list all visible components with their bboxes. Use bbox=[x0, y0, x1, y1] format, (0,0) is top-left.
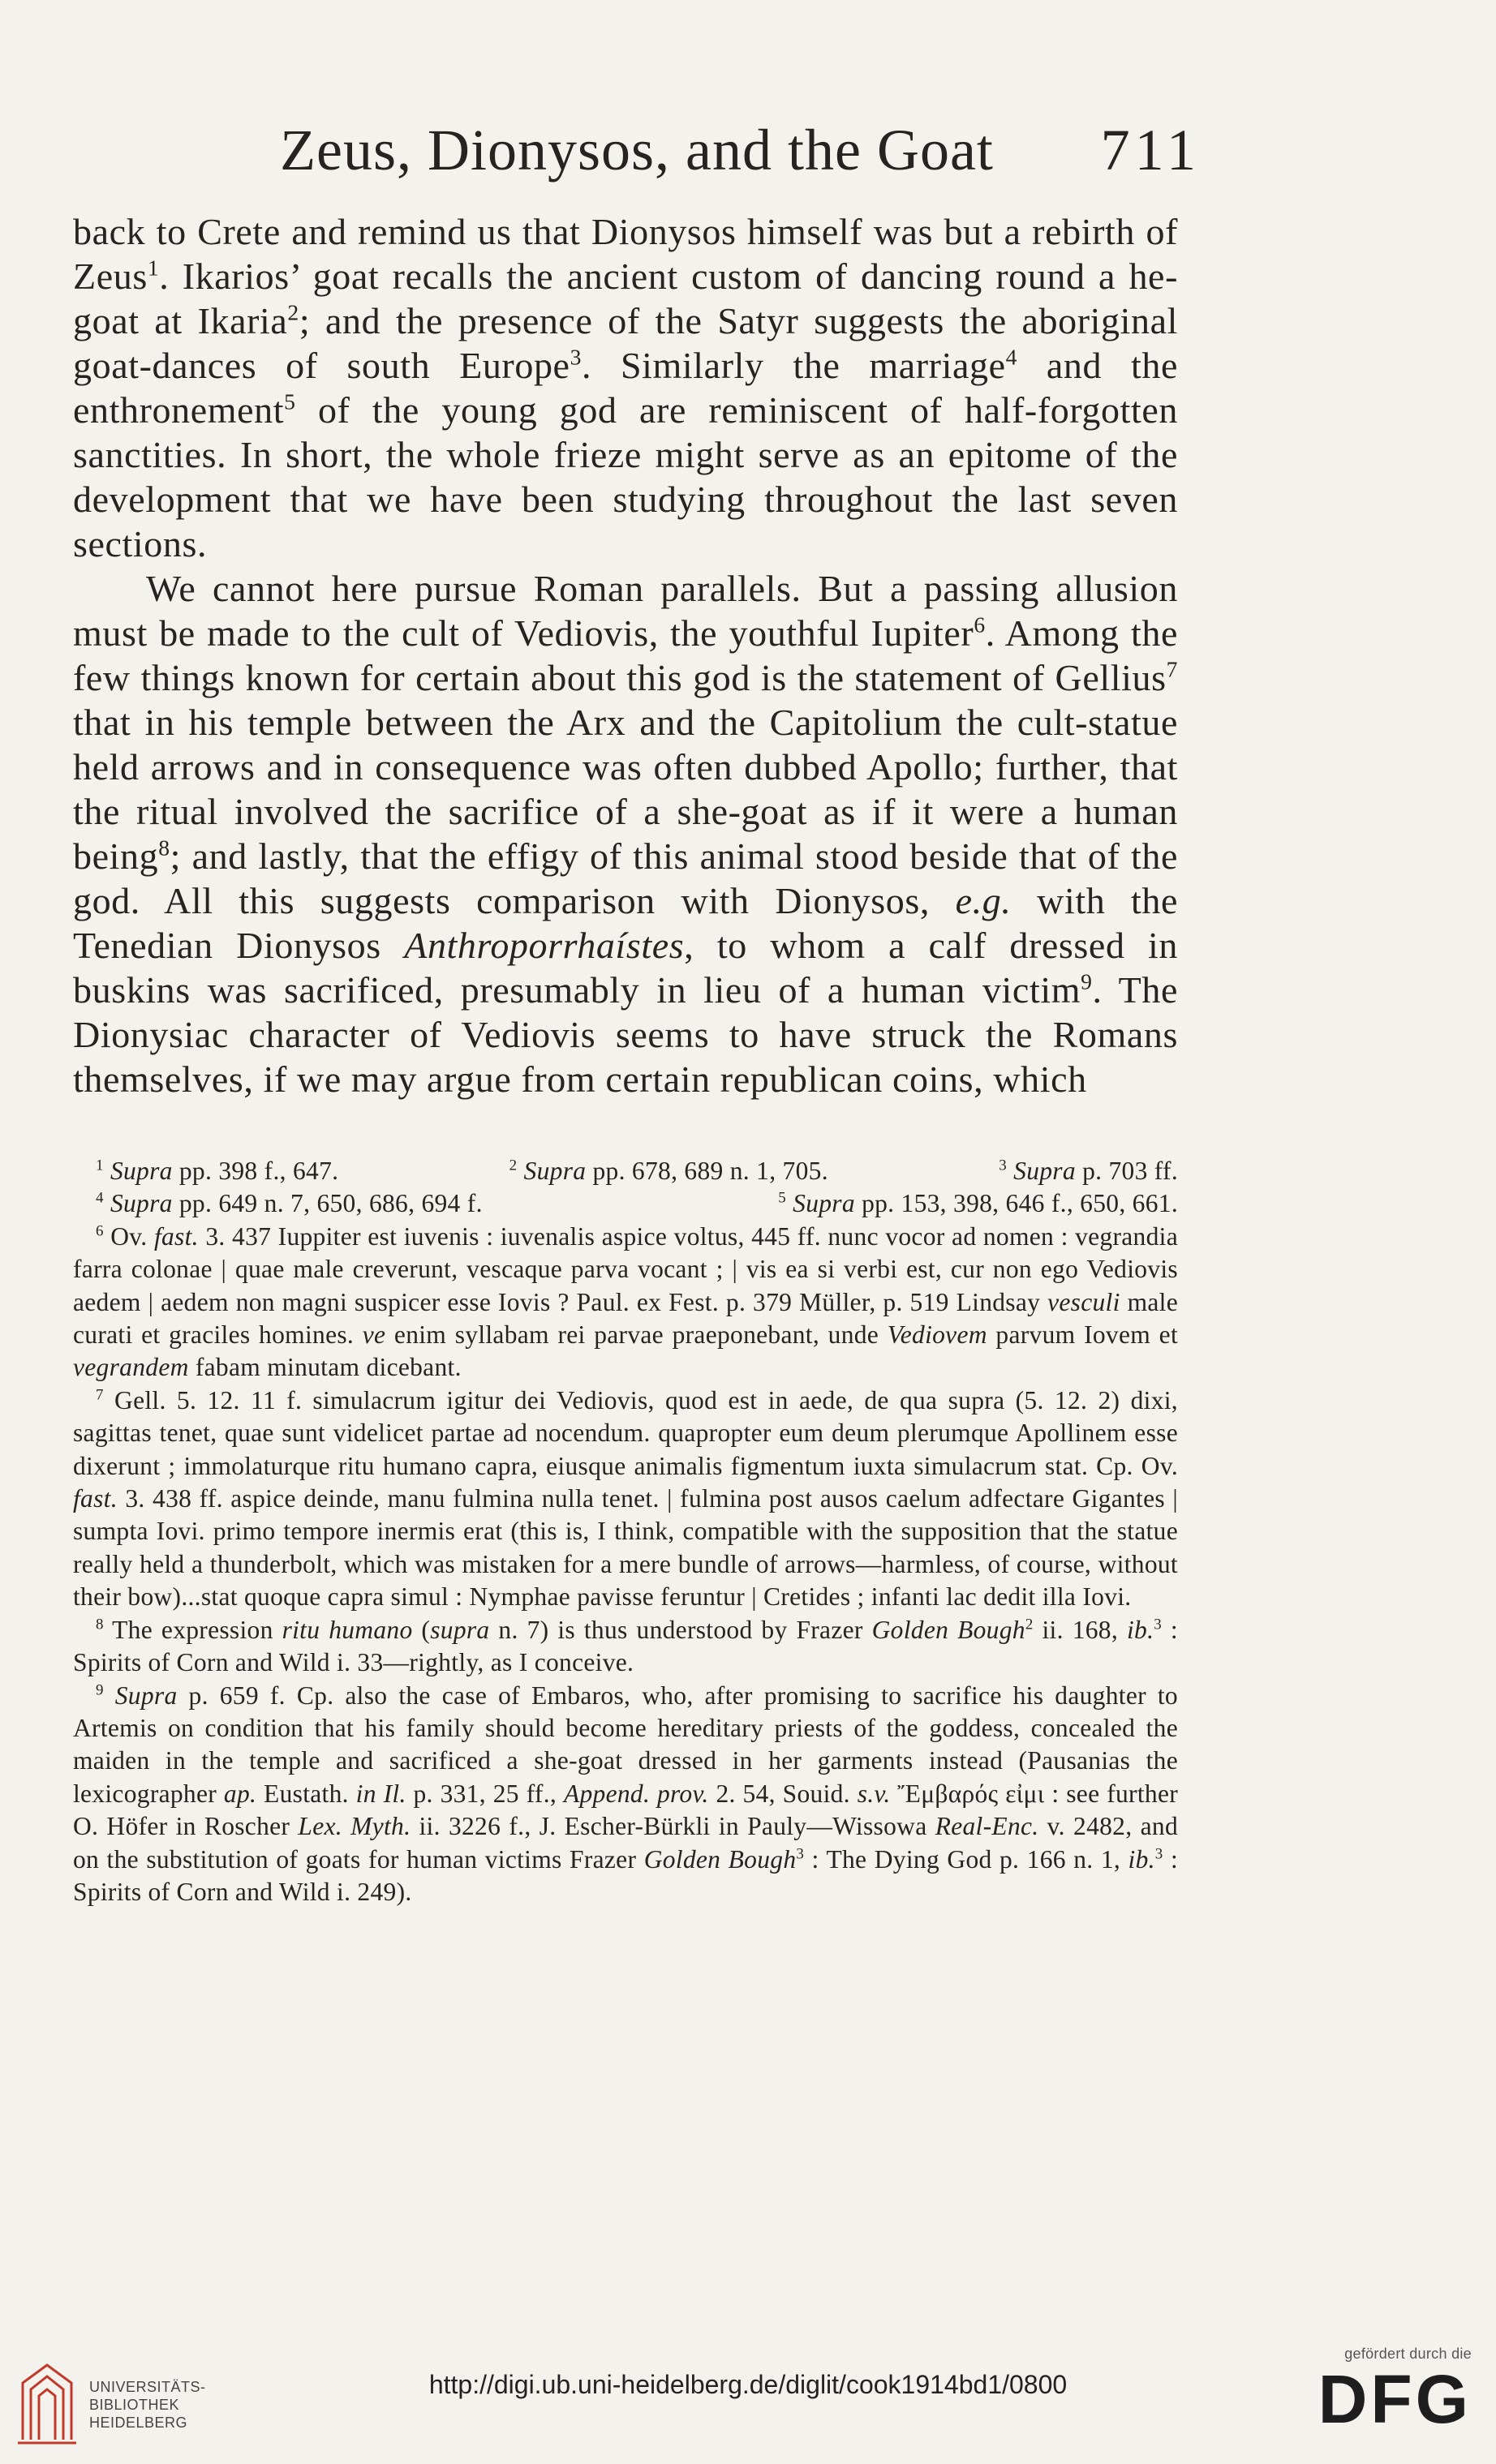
paragraph-2: We cannot here pursue Roman parallels. But a passing allusion must be made to the cult of Vediovis, the youthful Iupiter$^6$. Among the few things known for certain about this god is the statement of Gellius$^7$ that in his temple between the Arx and the Capitolium the cult-statue held arrows and in consequence was often dubbed Apollo; further, that the ritual involved the sacrifice of a she-goat as if it were a human being$^8$; and lastly, that the effigy of this animal stood beside that of the god. All this suggests comparison with Dionysos, e.g. with the Tenedian Dionysos Anthroporrhaístes, to whom a calf dressed in buskins was sacrificed, presumably in lieu of a human victim$^9$. The Dionysiac character of Vediovis seems to have struck the Romans themselves, if we may argue from certain republican coins, which bbox=[73, 568, 1179, 1100]
footnote-ref: 1 bbox=[147, 255, 160, 281]
footnote-5: $^5$ Supra pp. 153, 398, 646 f., 650, 661. bbox=[778, 1189, 1178, 1218]
footnote-ref: 4 bbox=[1005, 344, 1018, 370]
footnote-ref: 7 bbox=[1166, 656, 1178, 682]
footnote-6: $^6$ Ov. fast. 3. 437 Iuppiter est iuvenis : iuvenalis aspice voltus, 445 ff. nunc vocor ad nomen : vegrandia farra colonae | quae male creverunt, vescaque parva vocant ; | vis ea si verbi est, cur non ego Vediovis aedem | aedem non magni suspicer esse Iovis ? Paul. ex Fest. p. 379 Müller, p. 519 Lindsay vesculi male curati et graciles homines. ve enim syllabam rei parvae praeponebant, unde Vediovem parvum Iovem et vegrandem fabam minutam dicebant. bbox=[73, 1221, 1179, 1382]
running-head bbox=[73, 105, 1201, 195]
epithet: Anthroporrhaístes bbox=[404, 925, 685, 966]
footnote-ref: 6 bbox=[974, 612, 986, 637]
footnote-7: $^7$ Gell. 5. 12. 11 f. simulacrum igitur dei Vediovis, quod est in aede, de qua supra (5. 12. 2) dixi, sagittas tenet, quae sunt videlicet partae ad nocendum. quapropter eum deum plerumque Apollinem esse dixerunt ; immolaturque ritu humano capra, eiusque animalis figmentum iuxta simulacrum stat. Cp. Ov. fast. 3. 438 ff. aspice deinde, manu fulmina nulla tenet. | fulmina post ausos caelum adfectare Gigantes | sumpta Iovi. primo tempore inermis erat (this is, I think, compatible with the supposition that the statue really held a thunderbolt, which was mistaken for a mere bundle of arrows—harmless, of course, without their bow)...stat quoque capra simul : Nymphae pavisse feruntur | Cretides ; infanti lac dedit illa Iovi. bbox=[73, 1385, 1178, 1612]
paragraph-1: back to Crete and remind us that Dionysos himself was but a rebirth of Zeus$^1$. Ikarios’ goat recalls the ancient custom of dancing round a he-goat at Ikaria$^2$; and the presence of the Satyr suggests the aboriginal goat-dances of south Europe$^3$. Similarly the marriage$^4$ and the enthronement$^5$ of the young god are reminiscent of half-forgotten sanctities. In short, the whole frieze might serve as an epitome of the development that we have been studying throughout the last seven sections. bbox=[73, 211, 1179, 564]
footnote-9: $^9$ Supra p. 659 f. Cp. also the case of Embaros, who, after promising to sacrifice his daughter to Artemis on condition that his family should become hereditary priests of the goddess, concealed the maiden in the temple and sacrificed a she-goat dressed in her garments instead (Pausanias the lexicographer ap. Eustath. in Il. p. 331, 25 ff., Append. prov. 2. 54, Souid. s.v. Ἔμβαρός εἰμι : see further O. Höfer in Roscher Lex. Myth. ii. 3226 f., J. Escher-Bürkli in Pauly—Wissowa Real-Enc. v. 2482, and on the substitution of goats for human victims Frazer Golden Bough$^3$ : The Dying God p. 166 n. 1, ib.$^3$ : Spirits of Corn and Wild i. 249). bbox=[73, 1681, 1179, 1906]
footnote-ref: 8 bbox=[158, 835, 170, 861]
footnote-3: $^3$ Supra p. 703 ff. bbox=[999, 1157, 1178, 1185]
main-text bbox=[73, 209, 1178, 1101]
footnotes-4-5 bbox=[73, 1187, 1178, 1220]
footnotes-1-3 bbox=[73, 1155, 1178, 1187]
footnote-ref: 5 bbox=[284, 388, 296, 414]
funder-tagline: gefördert durch die bbox=[1344, 2346, 1472, 2362]
funder-block bbox=[1285, 2346, 1472, 2436]
university-library-name: UNIVERSITÄTS- BIBLIOTHEK HEIDELBERG bbox=[89, 2379, 206, 2431]
permalink-url[interactable]: http://digi.ub.uni-heidelberg.de/diglit/cook1914bd1/0800 bbox=[428, 2370, 1068, 2399]
footnotes bbox=[73, 1155, 1178, 1908]
footnote-4: $^4$ Supra pp. 649 n. 7, 650, 686, 694 f. bbox=[96, 1189, 483, 1218]
dfg-logo: DFG bbox=[1318, 2361, 1472, 2437]
footnote-ref: 9 bbox=[1081, 968, 1093, 994]
footnote-2: $^2$ Supra pp. 678, 689 n. 1, 705. bbox=[509, 1157, 828, 1185]
viewer-footer bbox=[0, 2334, 1496, 2456]
running-title: Zeus, Dionysos, and the Goat bbox=[280, 118, 994, 182]
footnote-ref: 3 bbox=[570, 344, 582, 370]
footnote-8: $^8$ The expression ritu humano (supra n. 7) is thus understood by Frazer Golden Bough$^2$ ii. 168, ib.$^3$ : Spirits of Corn and Wild i. 33—rightly, as I conceive. bbox=[73, 1615, 1178, 1677]
page-number: 711 bbox=[1100, 118, 1201, 182]
footnote-1: $^1$ Supra pp. 398 f., 647. bbox=[96, 1157, 339, 1185]
footnote-ref: 2 bbox=[287, 299, 299, 325]
